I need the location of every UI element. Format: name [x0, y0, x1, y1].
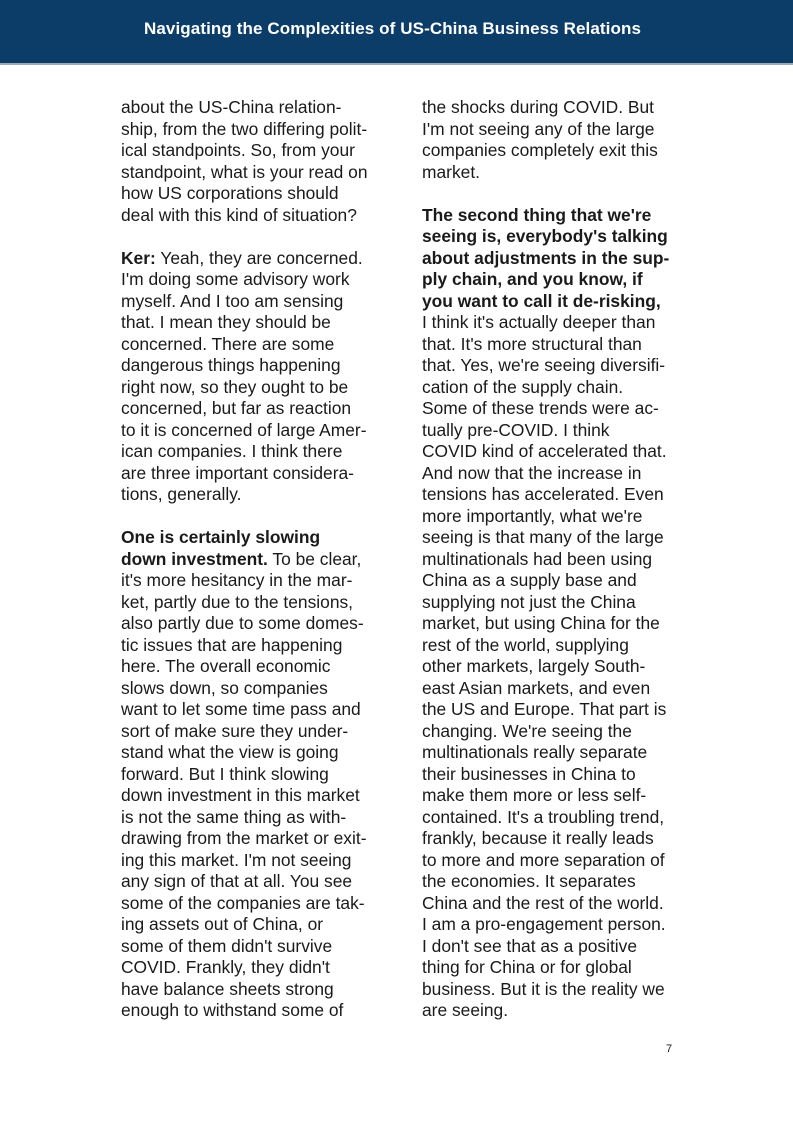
paragraph: about the US-China relation- ship, from the two differing polit- ical standpoints. So, from your standpoint, what is your read on how US corporations should deal with this kind of situation? [121, 97, 368, 225]
paragraph-text: Yeah, they are concerned. I'm doing some advisory work myself. And I too am sensing that. I mean they should be concerned. There are some dangerous things happening right now, so they ought to be concerned, but far as reaction to it is concerned of large Amer- ican companies. I think there are three important considera- tions, generally. [121, 247, 367, 504]
paragraph [422, 205, 690, 1022]
bold-lead: One is certainly slowing down investment. [121, 527, 321, 569]
bold-lead: The second thing that we're seeing is, everybody's talking about adjustments in the sup- ply chain, and you know, if you want to call it de-risking, [422, 204, 670, 311]
paragraph-text: To be clear, it's more hesitancy in the mar- ket, partly due to the tensions, also partly due to some domes- tic issues that are happening here. The overall economic slows down, so companies want to let some time pass and sort of make sure they under- stand what the view is going forward. But I think slowing down investment in this market is not the same thing as with- drawing from the market or exit- ing this market. I'm not seeing any sign of that at all. You see some of the companies are tak- ing assets out of China, or some of them didn't survive COVID. Frankly, they didn't have balance sheets strong enough to withstand some of [121, 548, 367, 1020]
paragraph-text: I think it's actually deeper than that. It's more structural than that. Yes, we're seeing diversifi- cation of the supply chain. Some of these trends were ac- tually pre-COVID. I think COVID kind of accelerated that. And now that the increase in tensions has accelerated. Even more importantly, what we're seeing is that many of the large multinationals had been using China as a supply base and supplying not just the China market, but using China for the rest of the world, supplying other markets, largely South- east Asian markets, and even the US and Europe. That part is changing. We're seeing the multinationals really separate their businesses in China to make them more or less self- contained. It's a troubling trend, frankly, because it really leads to more and more separation of the economies. It separates China and the rest of the world. I am a pro-engagement person. I don't see that as a positive thing for China or for global business. But it is the reality we are seeing. [422, 312, 667, 1020]
page-number: 7 [666, 1043, 673, 1055]
speaker-name: Ker: [121, 247, 156, 268]
paragraph [121, 248, 389, 506]
page-header-banner [0, 0, 793, 65]
paragraph: the shocks during COVID. But I'm not seeing any of the large companies completely exit this market. [422, 97, 658, 182]
left-column [121, 97, 389, 1022]
right-column [422, 97, 690, 1022]
paragraph [121, 527, 389, 1022]
document-title: Navigating the Complexities of US-China Business Relations [144, 19, 641, 38]
